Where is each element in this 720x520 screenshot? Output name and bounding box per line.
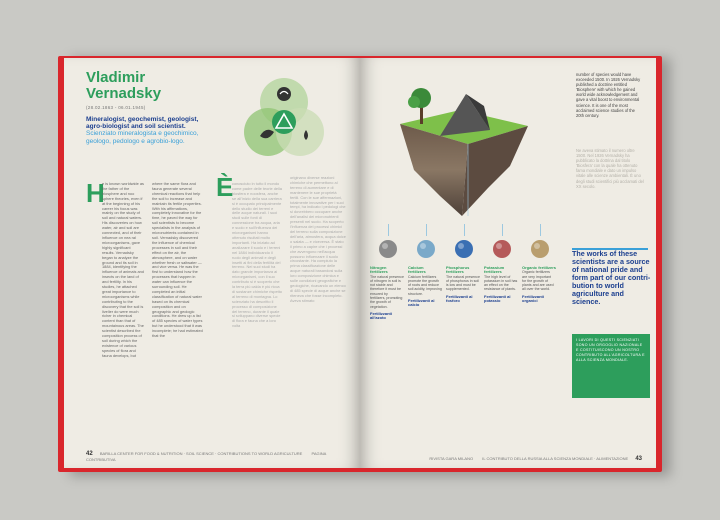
connector-line: [388, 224, 389, 236]
continuation-text-italian: Ne aveva stimato il numero oltre 1500. Nel 1926 Vernadsky ha pubblicato la dottrina dal titolo 'Biosfera' con la quale ha ottenuto fama mondiale e dato un impulso vitale alle scienze ambientali. È uno degli studi scientifici più acclamati del XX secolo.: [576, 148, 644, 189]
nutrient-name-italian: Fertilizzanti organici: [522, 293, 545, 304]
nutrient-text: Organic fertilizers are very important for the growth of plants and are used all over the world.: [522, 270, 554, 292]
fertilizer-spheres: [364, 236, 564, 262]
hands-icon: [277, 87, 291, 101]
nutrient-column: [370, 266, 404, 321]
dropcap-english: H: [86, 178, 105, 208]
pull-quote: The works of these scientists are a source of national pride and form part of our contri-bution to world agriculture and science.: [572, 249, 651, 306]
nutrient-column: [408, 266, 442, 308]
floating-island-illustration: [380, 66, 540, 226]
nutrient-name: Organic fertilizers: [522, 265, 557, 270]
nutrient-text: Calcium fertilizers promote the growth of roots and reduce soil acidity, improving structure.: [408, 274, 442, 296]
nutrient-name-italian: Fertilizzanti al fosforo: [446, 293, 473, 304]
nutrient-text: The high level of potassium in soil has an effect on the resistance of plants.: [484, 274, 518, 292]
nutrient-column: [484, 266, 518, 303]
nutrient-text: The natural presence of nitrogen in soil is not stable and therefore it must be ensured by fertilizers, promoting the growth of vegetation.: [370, 274, 404, 309]
connector-line: [502, 224, 503, 236]
right-footer: RIVISTA GARA MILANO IL CONTRIBUTO DELLA RUSSIA ALLA SCIENZA MONDIALE · ALIMENTAZIONE 43: [429, 456, 642, 462]
subtitle: [86, 116, 202, 145]
fertilizer-sphere: [493, 240, 511, 258]
page-number-right: 43: [635, 456, 642, 462]
page-number-left: 42: [86, 451, 93, 457]
nutrient-text: The natural presence of phosphorus in soil is low and must be supplemented.: [446, 274, 480, 292]
nutrient-name-italian: Fertilizzanti al potassio: [484, 293, 511, 304]
left-footer: 42 BARILLA CENTER FOR FOOD & NUTRITION · SOIL SCIENCE · CONTRIBUTIONS TO WORLD AGRICULTURE PAGINA CONTRIBUTIVA: [86, 451, 327, 462]
italian-column-1: conosciuto in tutto il mondo come padre delle teorie della biosfera e noosfera, anche se all'inizio della sua carriera si è occupato principalmente dello studio dei terreni e delle acque naturali. I suoi studi sulle fonti di connessione tra acqua, aria e suolo e sull'influenza dei microrganismi hanno ottenuto risultati molto importanti. Ha iniziato ad analizzare il suolo e i terreni nel 1884 individuando il ruolo degli animali e degli insetti ai fini della fertilità del terreno. Nei suoi studi ha dato grande importanza ai microrganismi, con il suo contributo si è scoperto che la terra più calda è più ricca di sostanze chimiche rispetto al terreno di montagna. Lo scienziato ha descritto il processo di composizione del terreno, durante il quale si sviluppano diverse specie di flora e fauna che a loro volta: [232, 182, 282, 329]
subtitle-italian: Scienziato mineralogista e geochimico, geologo, pedologo e agrobio-logo.: [86, 130, 199, 145]
nutrient-name: Nitrogen fertilizers: [370, 265, 388, 275]
venn-diagram: [236, 72, 332, 168]
english-column-1: e is known worldwide as the father of the biosphere and noo sphere theories, even if at the beginning of his career his focus was mainly on the study of soil and natural waters. His discoveries on how water, air and soil are connected, and of their influence on nea ral microorganisms, gave highly significant results. Vernadsky began to analyze the ground and its soil in 1884, identifying the influence of animals and insects on the land of and fertility. In his studies, he attached great importance to microorganisms while contributing to the discovery that the soil is livelier do were much richer in chemical content than that of mountainous areas. The scientist described the composition process of soil during which the existence of various species of flora and fauna develops, but: [102, 181, 144, 358]
connector-line: [426, 224, 427, 236]
nutrient-name: Calcium fertilizers: [408, 265, 426, 275]
fertilizer-sphere: [455, 240, 473, 258]
nutrient-name: Potassium fertilizers: [484, 265, 505, 275]
continuation-text-english: number of species would have exceeded 1500. In 1926 Vernadsky published a doctrine entitled 'Biosphere' with which he gained world wide acknowledgement and gave a vital boost to environmental science. It is one of the most acclaimed science studies of the 20th century.: [576, 72, 641, 118]
left-page: [64, 58, 360, 468]
right-page: [360, 58, 656, 468]
nutrient-name-italian: Fertilizzanti al calcio: [408, 298, 435, 308]
fertilizer-sphere: [379, 240, 397, 258]
italian-quote-box: I LAVORI DI QUESTI SCIENZIATI SONO UN ORGOGLIO NAZIONALE E COSTITUISCONO UN NOSTRO CONTRIBUTO ALL'AGRICOLTURA E ALLA SCIENZA MONDIALE.: [572, 334, 650, 398]
english-column-2: where the same flora and fauna generate several chemical reactions that help the soil to increase and maintain its fertile properties. With his affirmations, completely innovative for the time, he paved the way for soil scientists to become specialists in the analysis of micronutrients contained in soil. Vernadsky discovered the influence of chemical processes in soil and their effect on the air, the atmosphere, and on water whether fresh or saltwater — and vice versa. He was the first to understand how the processes that happen in water can influence the surrounding soil. He completed an initial classification of natural water based on its chemical composition and on geographic and geologic conditions. He drew up a list of 485 species of water types but he understood that it was incomplete; he had estimated that the: [152, 182, 203, 339]
connector-line: [464, 224, 465, 236]
nutrient-column: [446, 266, 480, 303]
nutrient-name-italian: Fertilizzanti all'azoto: [370, 310, 393, 321]
fertilizer-sphere: [417, 240, 435, 258]
life-dates: (28.02.1863 - 06.01.1945): [86, 105, 146, 110]
nutrient-name: Phosphorus fertilizers: [446, 265, 470, 275]
fertilizer-sphere: [531, 240, 549, 258]
connector-line: [540, 224, 541, 236]
italian-column-2: originano diverse reazioni chimiche che permettono al terreno di aumentare e di mantenere le sue proprietà fertili. Con le sue affermazioni, totalmente innovative per i suoi tempi, ha indicato i pedologi che si dovrebbero occupare anche dell'analisi dei micronutrienti presenti nel suolo. Ha scoperto l'influenza dei processi chimici del terreno sulla composizione dell'aria, atmosfera, acqua dolce o salata — e viceversa. È stato il primo a capire che i processi che avvengono nell'acqua possono influenzare il suolo circostante. Ha compiuto la prima classificazione delle acque naturali basandosi sulla loro composizione chimica e sulle condizioni geografiche e geologiche, ricavando un elenco di 485 specie di acque anche se riteneva che fosse incompleto. Aveva stimato: [290, 176, 346, 303]
dropcap-italian: È: [216, 172, 234, 202]
subtitle-english: Mineralogist, geochemist, geologist, agro-biologist and soil scientist.: [86, 116, 199, 131]
page-title: Vladimir Vernadsky: [86, 69, 162, 102]
nutrient-column: [522, 266, 556, 303]
